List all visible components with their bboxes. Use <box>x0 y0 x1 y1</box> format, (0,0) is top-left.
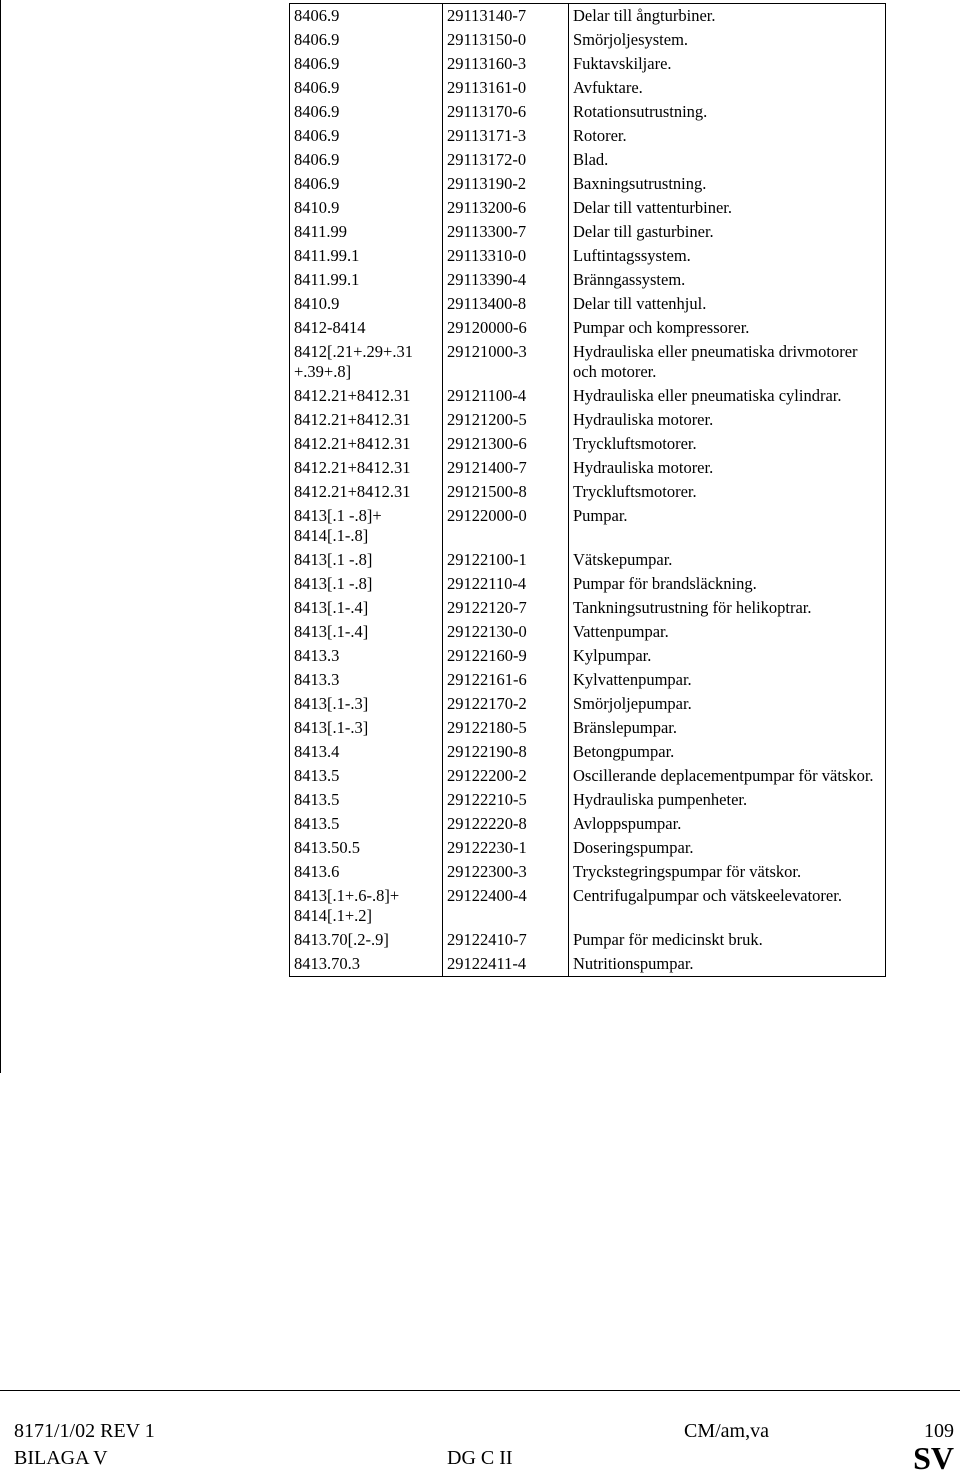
table-row <box>290 408 886 432</box>
nomenclature-code-cell: 8413.6 <box>290 860 443 884</box>
description-cell: Pumpar för brandsläckning. <box>569 572 886 596</box>
description-cell: Delar till gasturbiner. <box>569 220 886 244</box>
description-cell: Hydrauliska eller pneumatiska drivmotorer och motorer. <box>569 340 886 384</box>
nomenclature-code-cell: 8411.99.1 <box>290 244 443 268</box>
cpv-code-cell: 29122161-6 <box>443 668 569 692</box>
table-row <box>290 268 886 292</box>
nomenclature-code-cell: 8413.5 <box>290 764 443 788</box>
description-cell: Rotationsutrustning. <box>569 100 886 124</box>
description-cell: Blad. <box>569 148 886 172</box>
cpv-code-cell: 29121000-3 <box>443 340 569 384</box>
cpv-code-cell: 29122110-4 <box>443 572 569 596</box>
table-row <box>290 572 886 596</box>
nomenclature-code-cell: 8413.50.5 <box>290 836 443 860</box>
table-row <box>290 504 886 548</box>
table-row <box>290 740 886 764</box>
table-row <box>290 4 886 29</box>
cpv-code-cell: 29122170-2 <box>443 692 569 716</box>
table-row <box>290 548 886 572</box>
nomenclature-code-cell: 8406.9 <box>290 100 443 124</box>
nomenclature-code-cell: 8406.9 <box>290 148 443 172</box>
nomenclature-code-cell: 8413.5 <box>290 812 443 836</box>
nomenclature-code-cell: 8412[.21+.29+.31 +.39+.8] <box>290 340 443 384</box>
cpv-code-cell: 29113150-0 <box>443 28 569 52</box>
cpv-code-cell: 29121300-6 <box>443 432 569 456</box>
description-cell: Luftintagssystem. <box>569 244 886 268</box>
nomenclature-code-cell: 8410.9 <box>290 196 443 220</box>
description-cell: Fuktavskiljare. <box>569 52 886 76</box>
cpv-code-cell: 29122180-5 <box>443 716 569 740</box>
nomenclature-code-cell: 8413.70[.2-.9] <box>290 928 443 952</box>
cpv-code-cell: 29113190-2 <box>443 172 569 196</box>
table-row <box>290 860 886 884</box>
table-row <box>290 340 886 384</box>
description-cell: Smörjoljepumpar. <box>569 692 886 716</box>
nomenclature-code-cell: 8413[.1-.3] <box>290 692 443 716</box>
cpv-code-cell: 29113310-0 <box>443 244 569 268</box>
table-row <box>290 172 886 196</box>
cpv-code-cell: 29113170-6 <box>443 100 569 124</box>
cpv-code-cell: 29120000-6 <box>443 316 569 340</box>
description-cell: Vattenpumpar. <box>569 620 886 644</box>
table-row <box>290 812 886 836</box>
nomenclature-code-cell: 8413[.1-.4] <box>290 620 443 644</box>
cpv-code-cell: 29113300-7 <box>443 220 569 244</box>
cpv-code-cell: 29122190-8 <box>443 740 569 764</box>
nomenclature-code-cell: 8413.4 <box>290 740 443 764</box>
table-row <box>290 244 886 268</box>
nomenclature-code-cell: 8411.99 <box>290 220 443 244</box>
description-cell: Tryckstegringspumpar för vätskor. <box>569 860 886 884</box>
nomenclature-code-cell: 8412.21+8412.31 <box>290 480 443 504</box>
description-cell: Delar till ångturbiner. <box>569 4 886 29</box>
table-row <box>290 432 886 456</box>
nomenclature-code-cell: 8413.5 <box>290 788 443 812</box>
table-row <box>290 596 886 620</box>
cpv-code-cell: 29113200-6 <box>443 196 569 220</box>
cpv-code-cell: 29122130-0 <box>443 620 569 644</box>
table-row <box>290 28 886 52</box>
description-cell: Doseringspumpar. <box>569 836 886 860</box>
description-cell: Hydrauliska pumpenheter. <box>569 788 886 812</box>
nomenclature-code-cell: 8412-8414 <box>290 316 443 340</box>
nomenclature-code-cell: 8406.9 <box>290 4 443 29</box>
description-cell: Avloppspumpar. <box>569 812 886 836</box>
cpv-code-cell: 29113140-7 <box>443 4 569 29</box>
nomenclature-code-cell: 8413[.1 -.8]+ 8414[.1-.8] <box>290 504 443 548</box>
description-cell: Hydrauliska eller pneumatiska cylindrar. <box>569 384 886 408</box>
description-cell: Kylpumpar. <box>569 644 886 668</box>
nomenclature-code-cell: 8413[.1-.3] <box>290 716 443 740</box>
table-row <box>290 124 886 148</box>
cpv-code-cell: 29121400-7 <box>443 456 569 480</box>
nomenclature-code-cell: 8406.9 <box>290 172 443 196</box>
description-cell: Kylvattenpumpar. <box>569 668 886 692</box>
cpv-code-cell: 29122100-1 <box>443 548 569 572</box>
description-cell: Bränslepumpar. <box>569 716 886 740</box>
nomenclature-code-cell: 8413[.1 -.8] <box>290 572 443 596</box>
description-cell: Centrifugalpumpar och vätskeelevatorer. <box>569 884 886 928</box>
nomenclature-code-cell: 8413[.1+.6-.8]+ 8414[.1+.2] <box>290 884 443 928</box>
cpv-code-cell: 29122411-4 <box>443 952 569 977</box>
cpv-code-cell: 29122210-5 <box>443 788 569 812</box>
description-cell: Vätskepumpar. <box>569 548 886 572</box>
cpv-code-cell: 29122410-7 <box>443 928 569 952</box>
nomenclature-code-cell: 8412.21+8412.31 <box>290 408 443 432</box>
table-row <box>290 52 886 76</box>
description-cell: Oscillerande deplacementpumpar för vätskor. <box>569 764 886 788</box>
table-row <box>290 148 886 172</box>
table-row <box>290 764 886 788</box>
nomenclature-code-cell: 8406.9 <box>290 76 443 100</box>
description-cell: Tryckluftsmotorer. <box>569 480 886 504</box>
table-row <box>290 716 886 740</box>
description-cell: Hydrauliska motorer. <box>569 408 886 432</box>
cpv-code-cell: 29113161-0 <box>443 76 569 100</box>
description-cell: Delar till vattenhjul. <box>569 292 886 316</box>
description-cell: Baxningsutrustning. <box>569 172 886 196</box>
table-row <box>290 928 886 952</box>
nomenclature-code-cell: 8413.3 <box>290 644 443 668</box>
table-row <box>290 196 886 220</box>
cpv-code-cell: 29122220-8 <box>443 812 569 836</box>
description-cell: Avfuktare. <box>569 76 886 100</box>
description-cell: Tankningsutrustning för helikoptrar. <box>569 596 886 620</box>
page-footer <box>0 1390 960 1475</box>
nomenclature-code-cell: 8413[.1 -.8] <box>290 548 443 572</box>
nomenclature-code-cell: 8413.3 <box>290 668 443 692</box>
nomenclature-code-cell: 8413.70.3 <box>290 952 443 977</box>
nomenclature-code-cell: 8412.21+8412.31 <box>290 384 443 408</box>
table-body <box>290 4 886 977</box>
left-margin-line <box>0 0 1 1073</box>
cpv-code-cell: 29122120-7 <box>443 596 569 620</box>
description-cell: Smörjoljesystem. <box>569 28 886 52</box>
nomenclature-code-cell: 8412.21+8412.31 <box>290 432 443 456</box>
document-reference: 8171/1/02 REV 1 <box>14 1420 155 1442</box>
table-row <box>290 952 886 977</box>
table-row <box>290 836 886 860</box>
table-row <box>290 100 886 124</box>
cpv-code-cell: 29122300-3 <box>443 860 569 884</box>
table-row <box>290 384 886 408</box>
description-cell: Nutritionspumpar. <box>569 952 886 977</box>
table-row <box>290 788 886 812</box>
description-cell: Pumpar och kompressorer. <box>569 316 886 340</box>
cpv-code-cell: 29113390-4 <box>443 268 569 292</box>
table-row <box>290 316 886 340</box>
cpv-code-cell: 29122000-0 <box>443 504 569 548</box>
description-cell: Betongpumpar. <box>569 740 886 764</box>
table-row <box>290 668 886 692</box>
cpv-code-cell: 29122160-9 <box>443 644 569 668</box>
description-cell: Bränngassystem. <box>569 268 886 292</box>
table-row <box>290 884 886 928</box>
nomenclature-code-cell: 8406.9 <box>290 124 443 148</box>
cpv-code-cell: 29121500-8 <box>443 480 569 504</box>
nomenclature-code-cell: 8411.99.1 <box>290 268 443 292</box>
table-row <box>290 620 886 644</box>
nomenclature-code-cell: 8413[.1-.4] <box>290 596 443 620</box>
table-row <box>290 456 886 480</box>
page-number: 109 <box>924 1420 954 1442</box>
directorate-label: DG C II <box>447 1447 513 1469</box>
cpv-code-cell: 29122230-1 <box>443 836 569 860</box>
table-row <box>290 292 886 316</box>
nomenclature-code-cell: 8406.9 <box>290 28 443 52</box>
description-cell: Pumpar för medicinskt bruk. <box>569 928 886 952</box>
nomenclature-code-cell: 8410.9 <box>290 292 443 316</box>
description-cell: Rotorer. <box>569 124 886 148</box>
cpv-code-table <box>289 3 886 977</box>
language-code: SV <box>913 1440 954 1476</box>
description-cell: Pumpar. <box>569 504 886 548</box>
cpv-code-cell: 29113160-3 <box>443 52 569 76</box>
cpv-code-cell: 29122200-2 <box>443 764 569 788</box>
table-row <box>290 76 886 100</box>
cpv-code-cell: 29121200-5 <box>443 408 569 432</box>
author-initials: CM/am,va <box>684 1420 769 1442</box>
cpv-code-cell: 29113400-8 <box>443 292 569 316</box>
cpv-code-cell: 29121100-4 <box>443 384 569 408</box>
annex-label: BILAGA V <box>14 1447 108 1469</box>
table-row <box>290 480 886 504</box>
table-row <box>290 692 886 716</box>
description-cell: Hydrauliska motorer. <box>569 456 886 480</box>
footer-rule <box>0 1390 960 1391</box>
table-row <box>290 644 886 668</box>
nomenclature-code-cell: 8412.21+8412.31 <box>290 456 443 480</box>
description-cell: Tryckluftsmotorer. <box>569 432 886 456</box>
cpv-code-cell: 29113172-0 <box>443 148 569 172</box>
table-row <box>290 220 886 244</box>
description-cell: Delar till vattenturbiner. <box>569 196 886 220</box>
cpv-code-cell: 29113171-3 <box>443 124 569 148</box>
nomenclature-code-cell: 8406.9 <box>290 52 443 76</box>
cpv-code-cell: 29122400-4 <box>443 884 569 928</box>
